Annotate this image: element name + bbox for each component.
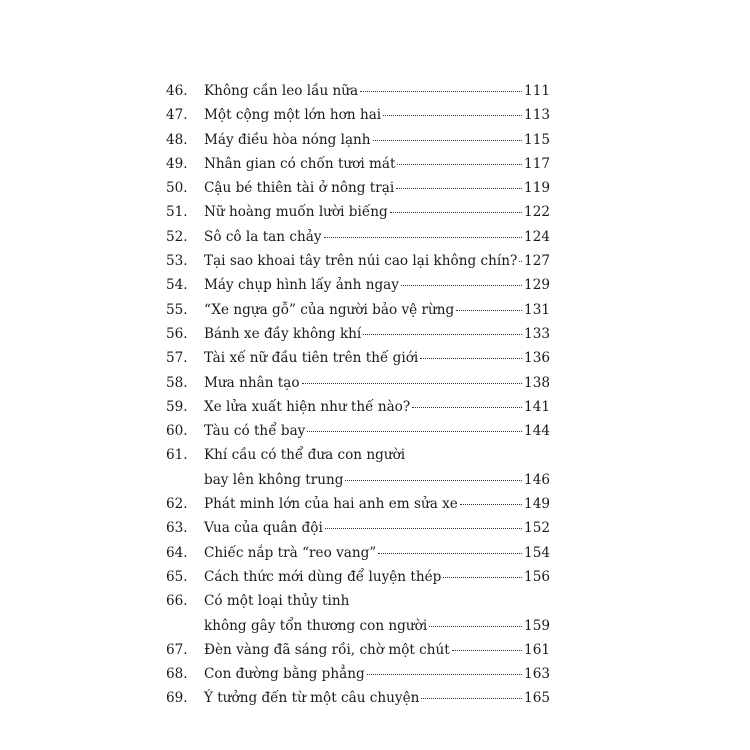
toc-entry-line <box>204 395 550 419</box>
toc-entry-title: Bánh xe đầy không khí <box>204 325 362 342</box>
toc-entry-number: 62. <box>166 496 188 513</box>
toc-entry-title: Ý tưởng đến từ một câu chuyện <box>204 690 420 707</box>
dot-leader <box>456 296 522 311</box>
toc-entry-number: 65. <box>166 568 188 585</box>
toc-entry-line <box>204 103 550 127</box>
toc-entry <box>166 225 550 249</box>
toc-entry-line <box>204 565 550 589</box>
toc-entry-page: 129 <box>524 277 550 294</box>
toc-entry <box>166 492 550 516</box>
toc-entry-line <box>204 298 550 322</box>
dot-leader <box>378 539 522 554</box>
toc-entry-line <box>204 516 550 540</box>
toc-entry-number: 69. <box>166 690 188 707</box>
toc-entry-number: 66. <box>166 593 188 610</box>
toc-entry-title: Vua của quân đội <box>204 520 323 537</box>
toc-entry-page: 141 <box>524 398 550 415</box>
toc-entry <box>166 686 550 710</box>
toc-entry-page: 131 <box>524 301 550 318</box>
toc-entry-page: 133 <box>524 325 550 342</box>
toc-entry-title: Cách thức mới dùng để luyện thép <box>204 568 442 585</box>
toc-entry-title: Chiếc nắp trà “reo vang” <box>204 544 377 561</box>
toc-entry-page: 154 <box>524 544 550 561</box>
dot-leader <box>373 126 522 141</box>
toc-entry-title: Tại sao khoai tây trên núi cao lại không chín? <box>204 253 518 270</box>
toc-entry-page: 122 <box>524 204 550 221</box>
toc-entry-title-line1: Khí cầu có thể đưa con người <box>204 447 406 464</box>
toc-entry <box>166 395 550 419</box>
toc-entry-number: 50. <box>166 180 188 197</box>
toc-entry-line <box>204 638 550 662</box>
toc-entry-title: “Xe ngựa gỗ” của người bảo vệ rừng <box>204 301 455 318</box>
toc-entry-line <box>204 225 550 249</box>
dot-leader <box>429 612 522 627</box>
toc-entry-title: Phát minh lớn của hai anh em sửa xe <box>204 496 458 513</box>
dot-leader <box>396 175 522 190</box>
dot-leader <box>421 685 522 700</box>
toc-entry-number: 64. <box>166 544 188 561</box>
toc-entry-line <box>204 468 550 492</box>
toc-entry <box>166 638 550 662</box>
toc-entry-title: Không cần leo lầu nữa <box>204 83 359 99</box>
toc-entry-number: 59. <box>166 398 188 415</box>
toc-entry <box>166 541 550 565</box>
toc-entry-line <box>204 492 550 516</box>
toc-entry-line <box>204 686 550 710</box>
toc-entry-number: 67. <box>166 641 188 658</box>
toc-entry-line <box>204 273 550 297</box>
toc-entry <box>166 273 550 297</box>
toc-entry-number: 68. <box>166 666 188 683</box>
toc-entry <box>166 346 550 370</box>
toc-entry <box>166 152 550 176</box>
toc-entry-line <box>204 152 550 176</box>
dot-leader <box>420 345 522 360</box>
dot-leader <box>460 490 522 505</box>
toc-entry <box>166 128 550 152</box>
toc-entry <box>166 419 550 443</box>
toc-entry-number: 52. <box>166 228 188 245</box>
toc-entry-page: 156 <box>524 568 550 585</box>
toc-entry-number: 46. <box>166 83 188 99</box>
toc-entry-number: 61. <box>166 447 188 464</box>
toc-entry <box>166 79 550 103</box>
toc-entry-line <box>204 346 550 370</box>
toc-entry <box>166 565 550 589</box>
toc-entry-title: Sô cô la tan chảy <box>204 228 322 245</box>
toc-entry-title: không gây tổn thương con người <box>204 617 428 634</box>
toc-entry-page: 124 <box>524 228 550 245</box>
dot-leader <box>324 223 523 238</box>
toc-entry-line <box>204 371 550 395</box>
toc-entry-number: 51. <box>166 204 188 221</box>
dot-leader <box>390 199 522 214</box>
toc-entry-number: 47. <box>166 107 188 124</box>
toc-entry-line <box>204 128 550 152</box>
toc-entry <box>166 200 550 224</box>
dot-leader <box>443 563 522 578</box>
toc-entry-line <box>204 176 550 200</box>
toc-entry-page: 149 <box>524 496 550 513</box>
toc-entry-number: 55. <box>166 301 188 318</box>
toc-entry-line <box>204 541 550 565</box>
toc-entry-page: 117 <box>524 155 550 172</box>
toc-entry-number: 49. <box>166 155 188 172</box>
toc-entry-page: 165 <box>524 690 550 707</box>
toc-entry-title-line1: Có một loại thủy tinh <box>204 593 350 610</box>
dot-leader <box>397 150 522 165</box>
dot-leader <box>383 102 522 117</box>
toc-entry-line <box>204 614 550 638</box>
toc-entry-line <box>204 322 550 346</box>
toc-entry-line <box>204 419 550 443</box>
toc-entry-number: 63. <box>166 520 188 537</box>
toc-entry <box>166 443 550 492</box>
toc-entry-page: 115 <box>524 131 550 148</box>
toc-entry-page: 111 <box>524 83 550 99</box>
toc-entry-number: 53. <box>166 253 188 270</box>
toc-entry <box>166 103 550 127</box>
dot-leader <box>519 247 522 262</box>
toc-entry-title: Một cộng một lớn hơn hai <box>204 107 382 124</box>
toc-entry-line <box>204 200 550 224</box>
dot-leader <box>307 418 522 433</box>
toc-entry-line <box>204 79 550 103</box>
toc-entry-page: 113 <box>524 107 550 124</box>
toc-entry-title: Máy điều hòa nóng lạnh <box>204 131 371 148</box>
toc-entry-number: 57. <box>166 350 188 367</box>
dot-leader <box>452 636 522 651</box>
toc-entry <box>166 176 550 200</box>
toc-entry-number: 54. <box>166 277 188 294</box>
toc-entry-page: 152 <box>524 520 550 537</box>
toc-entry-page: 138 <box>524 374 550 391</box>
toc-entry-number: 60. <box>166 423 188 440</box>
toc-entry-page: 119 <box>524 180 550 197</box>
dot-leader <box>345 466 522 481</box>
dot-leader <box>367 661 522 676</box>
toc-entry-page: 127 <box>524 253 550 270</box>
toc-entry-page: 146 <box>524 471 550 488</box>
toc-entry-title: Nhân gian có chốn tươi mát <box>204 155 396 172</box>
toc-entry-number: 58. <box>166 374 188 391</box>
table-of-contents <box>166 79 550 711</box>
toc-entry-page: 161 <box>524 641 550 658</box>
toc-entry-page: 136 <box>524 350 550 367</box>
toc-entry-title: Nữ hoàng muốn lười biếng <box>204 204 388 221</box>
toc-entry-page: 144 <box>524 423 550 440</box>
toc-entry-title: bay lên không trung <box>204 471 344 488</box>
toc-entry <box>166 322 550 346</box>
toc-entry-page: 159 <box>524 617 550 634</box>
toc-entry-title: Máy chụp hình lấy ảnh ngay <box>204 277 399 294</box>
toc-entry <box>166 662 550 686</box>
toc-entry <box>166 589 550 638</box>
toc-entry-title: Tàu có thể bay <box>204 423 306 440</box>
dot-leader <box>412 393 522 408</box>
toc-entry <box>166 298 550 322</box>
toc-entry-title: Cậu bé thiên tài ở nông trại <box>204 180 395 197</box>
dot-leader <box>363 320 522 335</box>
toc-entry-page: 163 <box>524 666 550 683</box>
toc-entry <box>166 516 550 540</box>
dot-leader <box>302 369 523 384</box>
dot-leader <box>360 77 522 92</box>
dot-leader <box>325 515 522 530</box>
toc-entry-number: 48. <box>166 131 188 148</box>
dot-leader <box>401 272 522 287</box>
toc-entry-title: Con đường bằng phẳng <box>204 666 365 683</box>
toc-entry-title: Mưa nhân tạo <box>204 374 300 391</box>
toc-entry-line <box>204 662 550 686</box>
toc-entry-title: Tài xế nữ đầu tiên trên thế giới <box>204 350 419 367</box>
toc-entry <box>166 371 550 395</box>
toc-entry <box>166 249 550 273</box>
toc-entry-title: Xe lửa xuất hiện như thế nào? <box>204 398 411 415</box>
toc-entry-line <box>204 249 550 273</box>
toc-entry-number: 56. <box>166 325 188 342</box>
toc-entry-title: Đèn vàng đã sáng rồi, chờ một chút <box>204 641 450 658</box>
